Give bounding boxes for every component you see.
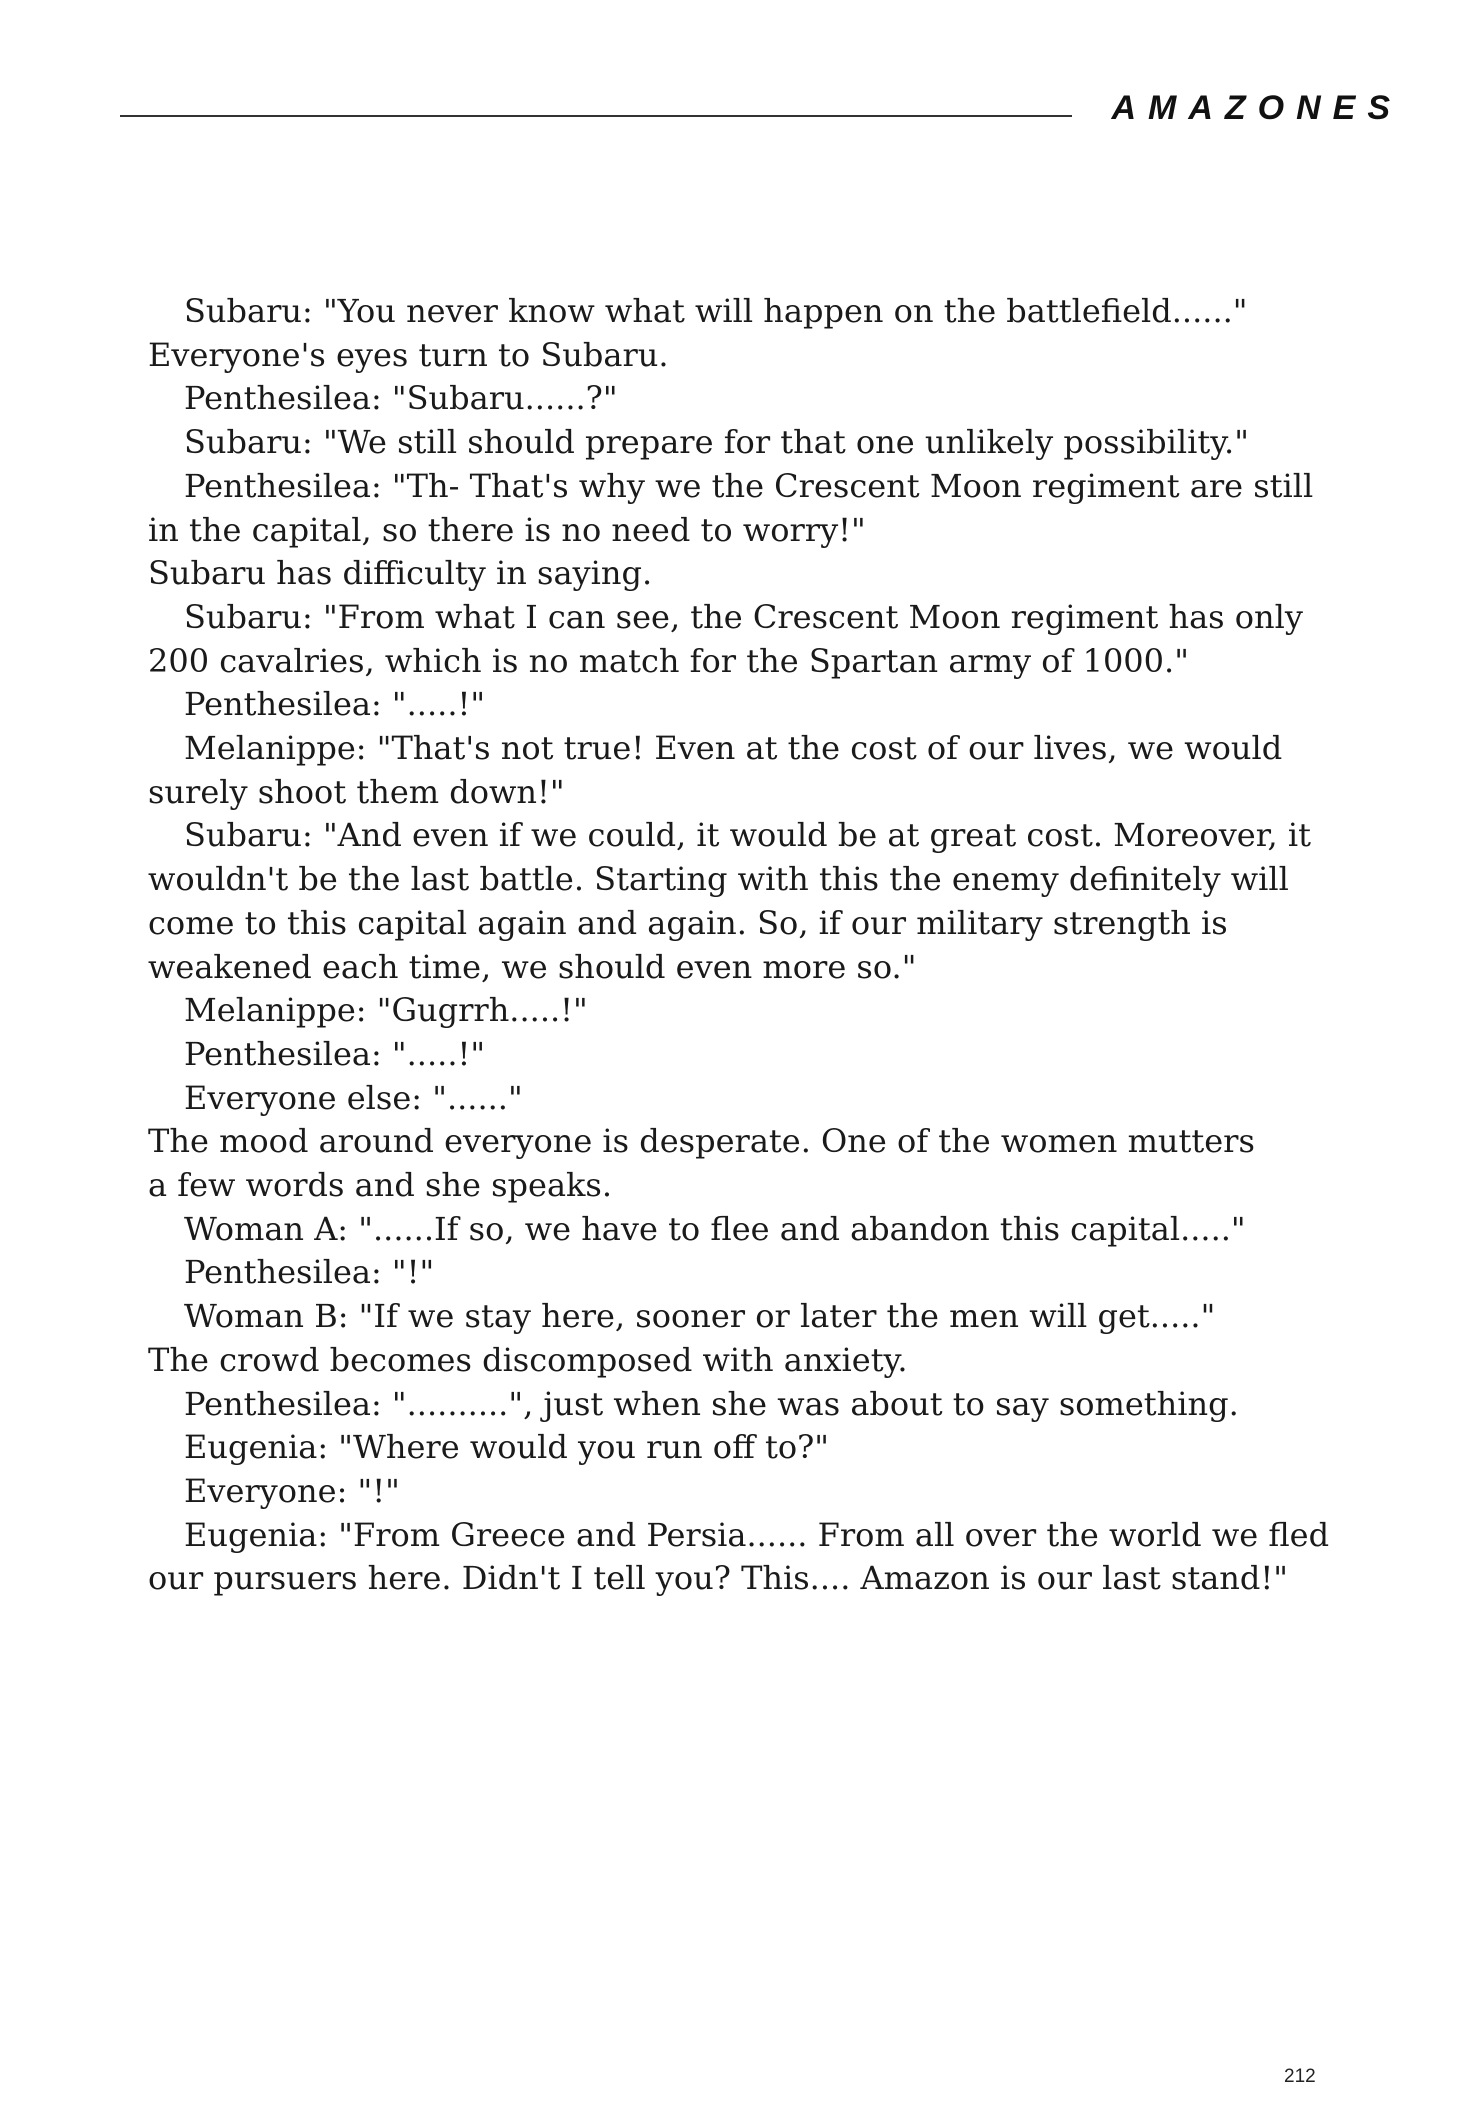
text-line: Penthesilea: "..........", just when she was about to say something. — [184, 1384, 1239, 1423]
text-line: Subaru: "We still should prepare for that one unlikely possibility." — [184, 423, 1249, 462]
text-line: Woman B: "If we stay here, sooner or later the men will get....." — [184, 1297, 1216, 1336]
text-line: in the capital, so there is no need to worry!" — [148, 510, 866, 549]
text-line: Everyone else: "......" — [184, 1078, 523, 1117]
text-line: The crowd becomes discomposed with anxiety. — [148, 1340, 908, 1379]
page-number: 212 — [1284, 2066, 1316, 2087]
page-header — [120, 88, 1402, 128]
text-line: Penthesilea: ".....!" — [184, 1034, 486, 1073]
text-line: Eugenia: "From Greece and Persia...... From all over the world we fled — [184, 1515, 1330, 1554]
text-line: Penthesilea: ".....!" — [184, 685, 486, 724]
text-line: 200 cavalries, which is no match for the Spartan army of 1000." — [148, 641, 1189, 680]
text-line: a few words and she speaks. — [148, 1166, 613, 1205]
text-line: weakened each time, we should even more so." — [148, 947, 917, 986]
header-rule — [120, 115, 1072, 117]
text-line: wouldn't be the last battle. Starting with this the enemy definitely will — [148, 860, 1289, 899]
text-line: Penthesilea: "Th- That's why we the Crescent Moon regiment are still — [184, 466, 1314, 505]
text-line: Subaru: "And even if we could, it would be at great cost. Moreover, it — [184, 816, 1311, 855]
text-line: Subaru: "You never know what will happen on the battlefield......" — [184, 292, 1248, 330]
text-line: Subaru has difficulty in saying. — [148, 554, 653, 593]
text-line: The mood around everyone is desperate. One of the women mutters — [148, 1122, 1255, 1161]
text-line: surely shoot them down!" — [148, 772, 565, 811]
text-line: Melanippe: "That's not true! Even at the cost of our lives, we would — [184, 729, 1283, 768]
text-line: Penthesilea: "Subaru......?" — [184, 379, 618, 418]
text-line: Eugenia: "Where would you run off to?" — [184, 1428, 829, 1467]
running-title: AMAZONES — [1111, 89, 1402, 127]
text-line: our pursuers here. Didn't I tell you? This.... Amazon is our last stand!" — [148, 1559, 1288, 1598]
text-line: Woman A: "......If so, we have to flee and abandon this capital....." — [184, 1209, 1246, 1248]
text-line: Everyone's eyes turn to Subaru. — [148, 335, 669, 374]
body-text — [148, 290, 1348, 1601]
text-line: Subaru: "From what I can see, the Crescent Moon regiment has only — [184, 597, 1303, 636]
text-line: come to this capital again and again. So, if our military strength is — [148, 903, 1228, 942]
text-line: Penthesilea: "!" — [184, 1253, 435, 1292]
text-line: Melanippe: "Gugrrh.....!" — [184, 991, 588, 1030]
text-line: Everyone: "!" — [184, 1471, 400, 1510]
